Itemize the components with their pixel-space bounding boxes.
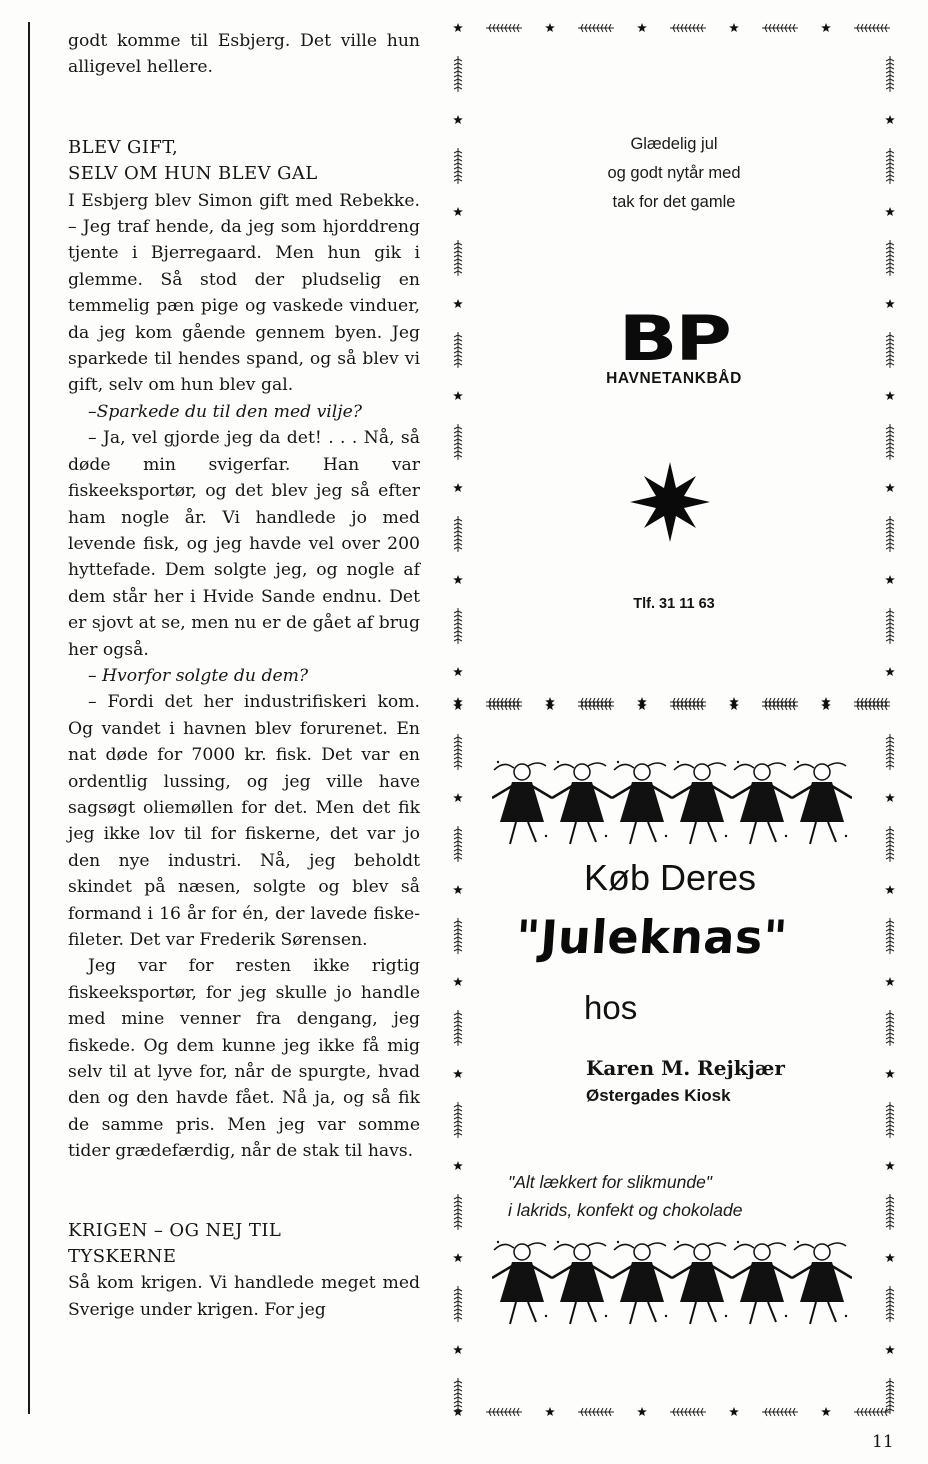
border-leaf-ornament <box>486 1408 522 1416</box>
paragraph-married: I Esbjerg blev Simon gift med Rebekke. – Jeg traf hende, da jeg som hjorddreng tjente i Bjerregaard. Men hun gik i glemme. Så stod der pludselig en temmelig pæn pige og vaskede vinduer, da jeg kom gående gennem byen. Jeg sparkede til hendes spand, og så blev vi gift, selv om hun blev gal. <box>68 190 420 396</box>
border-star-ornament <box>729 23 739 32</box>
border-star-ornament <box>885 885 895 894</box>
border-star-ornament <box>453 1069 463 1078</box>
shop-owner: Karen M. Rejkjær <box>586 1056 785 1080</box>
border-leaf-ornament <box>886 826 894 862</box>
border-leaf-ornament <box>670 702 706 710</box>
dancing-child-figure <box>552 1241 612 1324</box>
border-star-ornament <box>885 391 895 400</box>
border-leaf-ornament <box>886 608 894 644</box>
border-leaf-ornament <box>578 24 614 32</box>
dancing-child-figure <box>732 761 792 844</box>
dancing-child-figure <box>492 1241 552 1324</box>
border-star-ornament <box>885 667 895 676</box>
border-leaf-ornament <box>454 424 462 460</box>
dancing-child-figure <box>612 1241 672 1324</box>
border-star-ornament <box>545 1407 555 1416</box>
border-leaf-ornament <box>454 240 462 276</box>
border-leaf-ornament <box>762 1408 798 1416</box>
interview-question: –Sparkede du til den med vilje? <box>88 401 363 422</box>
border-leaf-ornament <box>486 24 522 32</box>
border-star-ornament <box>885 977 895 986</box>
heading-line: TYSKERNE <box>68 1246 177 1268</box>
border-star-ornament <box>885 1161 895 1170</box>
dancing-child-figure <box>792 1241 852 1324</box>
border-leaf-ornament <box>886 734 894 770</box>
border-leaf-ornament <box>454 608 462 644</box>
border-star-ornament <box>821 23 831 32</box>
border-star-ornament <box>821 1407 831 1416</box>
border-star-ornament <box>453 667 463 676</box>
border-leaf-ornament <box>886 516 894 552</box>
border-leaf-ornament <box>454 918 462 954</box>
border-leaf-ornament <box>854 1408 890 1416</box>
border-star-ornament <box>453 977 463 986</box>
border-leaf-ornament <box>886 240 894 276</box>
paragraph-friends: Jeg var for resten ikke rigtig fiskeeksportør, for jeg skulle jo handle med mine venner fra dengang, jeg fiskede. Og dem kunne jeg ikke få mig selv til at lyve for, når de spurgte, hvad den og den havde fået. Nå ja, og så fik de samme pris. Men jeg var somme tider grædefærdig, når de stak til havs. <box>68 956 420 1162</box>
border-star-ornament <box>729 701 739 710</box>
dancing-child-figure <box>732 1241 792 1324</box>
section-heading-war <box>68 1218 420 1271</box>
border-leaf-ornament <box>886 1102 894 1138</box>
border-star-ornament <box>453 1407 463 1416</box>
border-star-ornament <box>885 575 895 584</box>
border-leaf-ornament <box>454 516 462 552</box>
border-leaf-ornament <box>854 702 890 710</box>
border-star-ornament <box>453 1161 463 1170</box>
border-leaf-ornament <box>886 424 894 460</box>
dancing-child-figure <box>672 761 732 844</box>
dancing-child-figure <box>612 761 672 844</box>
border-leaf-ornament <box>886 1010 894 1046</box>
paragraph-industry: – Fordi det her industrifiskeri kom. Og vandet i havnen blev forurenet. En nat døde for 7000 kr. fisk. Det var en ordentlig lussing, og jeg ville have sagsøgt oliemøllen for det. Men det fik jeg ikke lov til for fiskerne, det var jo den nye industri. Nå, jeg beholdt skindet på næsen, solgte og blev så formand i 16 år for én, der lavede fiske-fileter. Det var Frederik Sørensen. <box>68 692 420 950</box>
dancing-children-illustration <box>492 756 852 852</box>
kiosk-advertisement <box>452 700 896 1418</box>
border-star-ornament <box>453 575 463 584</box>
slogan-line: i lakrids, konfekt og chokolade <box>508 1200 743 1220</box>
border-leaf-ornament <box>454 826 462 862</box>
border-star-ornament <box>453 23 463 32</box>
border-star-ornament <box>453 793 463 802</box>
company-name: HAVNETANKBÅD <box>606 370 742 387</box>
border-star-ornament <box>453 391 463 400</box>
heading-line: KRIGEN – OG NEJ TIL <box>68 1219 282 1241</box>
bp-logo: BP <box>618 302 730 375</box>
greeting-line: og godt nytår med <box>607 164 741 182</box>
border-star-ornament <box>885 483 895 492</box>
paragraph-fish-export: – Ja, vel gjorde jeg da det! . . . Nå, så døde min svigerfar. Han var fiskeeksportør, og det blev jeg så efter ham nogle år. Vi handlede jo med levende fisk, og jeg havde vel over 200 hyttefade. Dem solgte jeg, og nogle af dem står her i Hvide Sande endnu. Det er sjovt at se, men nu er de gået af brug her også. <box>68 428 420 660</box>
border-star-ornament <box>821 701 831 710</box>
border-leaf-ornament <box>886 1378 894 1414</box>
greeting-line: tak for det gamle <box>612 193 736 211</box>
border-leaf-ornament <box>454 56 462 92</box>
border-leaf-ornament <box>886 918 894 954</box>
season-greeting <box>452 130 896 217</box>
bp-advertisement <box>452 22 896 708</box>
border-star-ornament <box>545 23 555 32</box>
dancing-child-figure <box>552 761 612 844</box>
border-star-ornament <box>885 299 895 308</box>
border-star-ornament <box>729 1407 739 1416</box>
border-leaf-ornament <box>762 702 798 710</box>
border-star-ornament <box>453 1253 463 1262</box>
section-heading-married <box>68 135 420 188</box>
ad-product-name: "Juleknas" <box>514 910 790 964</box>
ad-slogan <box>508 1168 742 1224</box>
border-star-ornament <box>885 1253 895 1262</box>
star-icon <box>620 452 720 552</box>
border-star-ornament <box>637 1407 647 1416</box>
dancing-child-figure <box>672 1241 732 1324</box>
border-leaf-ornament <box>578 702 614 710</box>
border-star-ornament <box>453 299 463 308</box>
paragraph-war: Så kom krigen. Vi handlede meget med Sverige under krigen. For jeg <box>68 1273 420 1320</box>
phone-number: Tlf. 31 11 63 <box>633 596 715 612</box>
border-leaf-ornament <box>454 1194 462 1230</box>
border-leaf-ornament <box>454 734 462 770</box>
border-leaf-ornament <box>886 1286 894 1322</box>
border-star-ornament <box>453 701 463 710</box>
article-column <box>68 28 420 1323</box>
dancing-child-figure <box>492 761 552 844</box>
dancing-children-illustration <box>492 1236 852 1332</box>
paragraph-intro: godt komme til Esbjerg. Det ville hun alligevel hellere. <box>68 31 420 78</box>
border-leaf-ornament <box>454 1286 462 1322</box>
border-leaf-ornament <box>454 1010 462 1046</box>
border-star-ornament <box>637 701 647 710</box>
border-star-ornament <box>453 885 463 894</box>
border-star-ornament <box>453 483 463 492</box>
shop-name: Østergades Kiosk <box>586 1086 731 1105</box>
border-leaf-ornament <box>886 1194 894 1230</box>
border-leaf-ornament <box>670 24 706 32</box>
heading-line: SELV OM HUN BLEV GAL <box>68 163 318 185</box>
heading-line: BLEV GIFT, <box>68 136 179 158</box>
border-leaf-ornament <box>486 702 522 710</box>
border-leaf-ornament <box>578 1408 614 1416</box>
border-leaf-ornament <box>454 1378 462 1414</box>
page-number: 11 <box>872 1432 894 1452</box>
border-star-ornament <box>885 793 895 802</box>
border-star-ornament <box>885 1069 895 1078</box>
border-leaf-ornament <box>886 56 894 92</box>
border-star-ornament <box>885 1345 895 1354</box>
border-star-ornament <box>453 115 463 124</box>
border-leaf-ornament <box>670 1408 706 1416</box>
dancing-child-figure <box>792 761 852 844</box>
border-leaf-ornament <box>854 24 890 32</box>
border-star-ornament <box>453 1345 463 1354</box>
greeting-line: Glædelig jul <box>630 135 718 153</box>
ad-headline: Køb Deres <box>584 857 757 898</box>
margin-rule <box>28 22 30 1414</box>
slogan-line: "Alt lækkert for slikmunde" <box>508 1172 713 1192</box>
border-star-ornament <box>545 701 555 710</box>
border-leaf-ornament <box>762 24 798 32</box>
interview-question: – Hvorfor solgte du dem? <box>88 665 309 686</box>
border-star-ornament <box>885 115 895 124</box>
border-star-ornament <box>637 23 647 32</box>
border-leaf-ornament <box>454 1102 462 1138</box>
ad-hos: hos <box>584 989 638 1026</box>
